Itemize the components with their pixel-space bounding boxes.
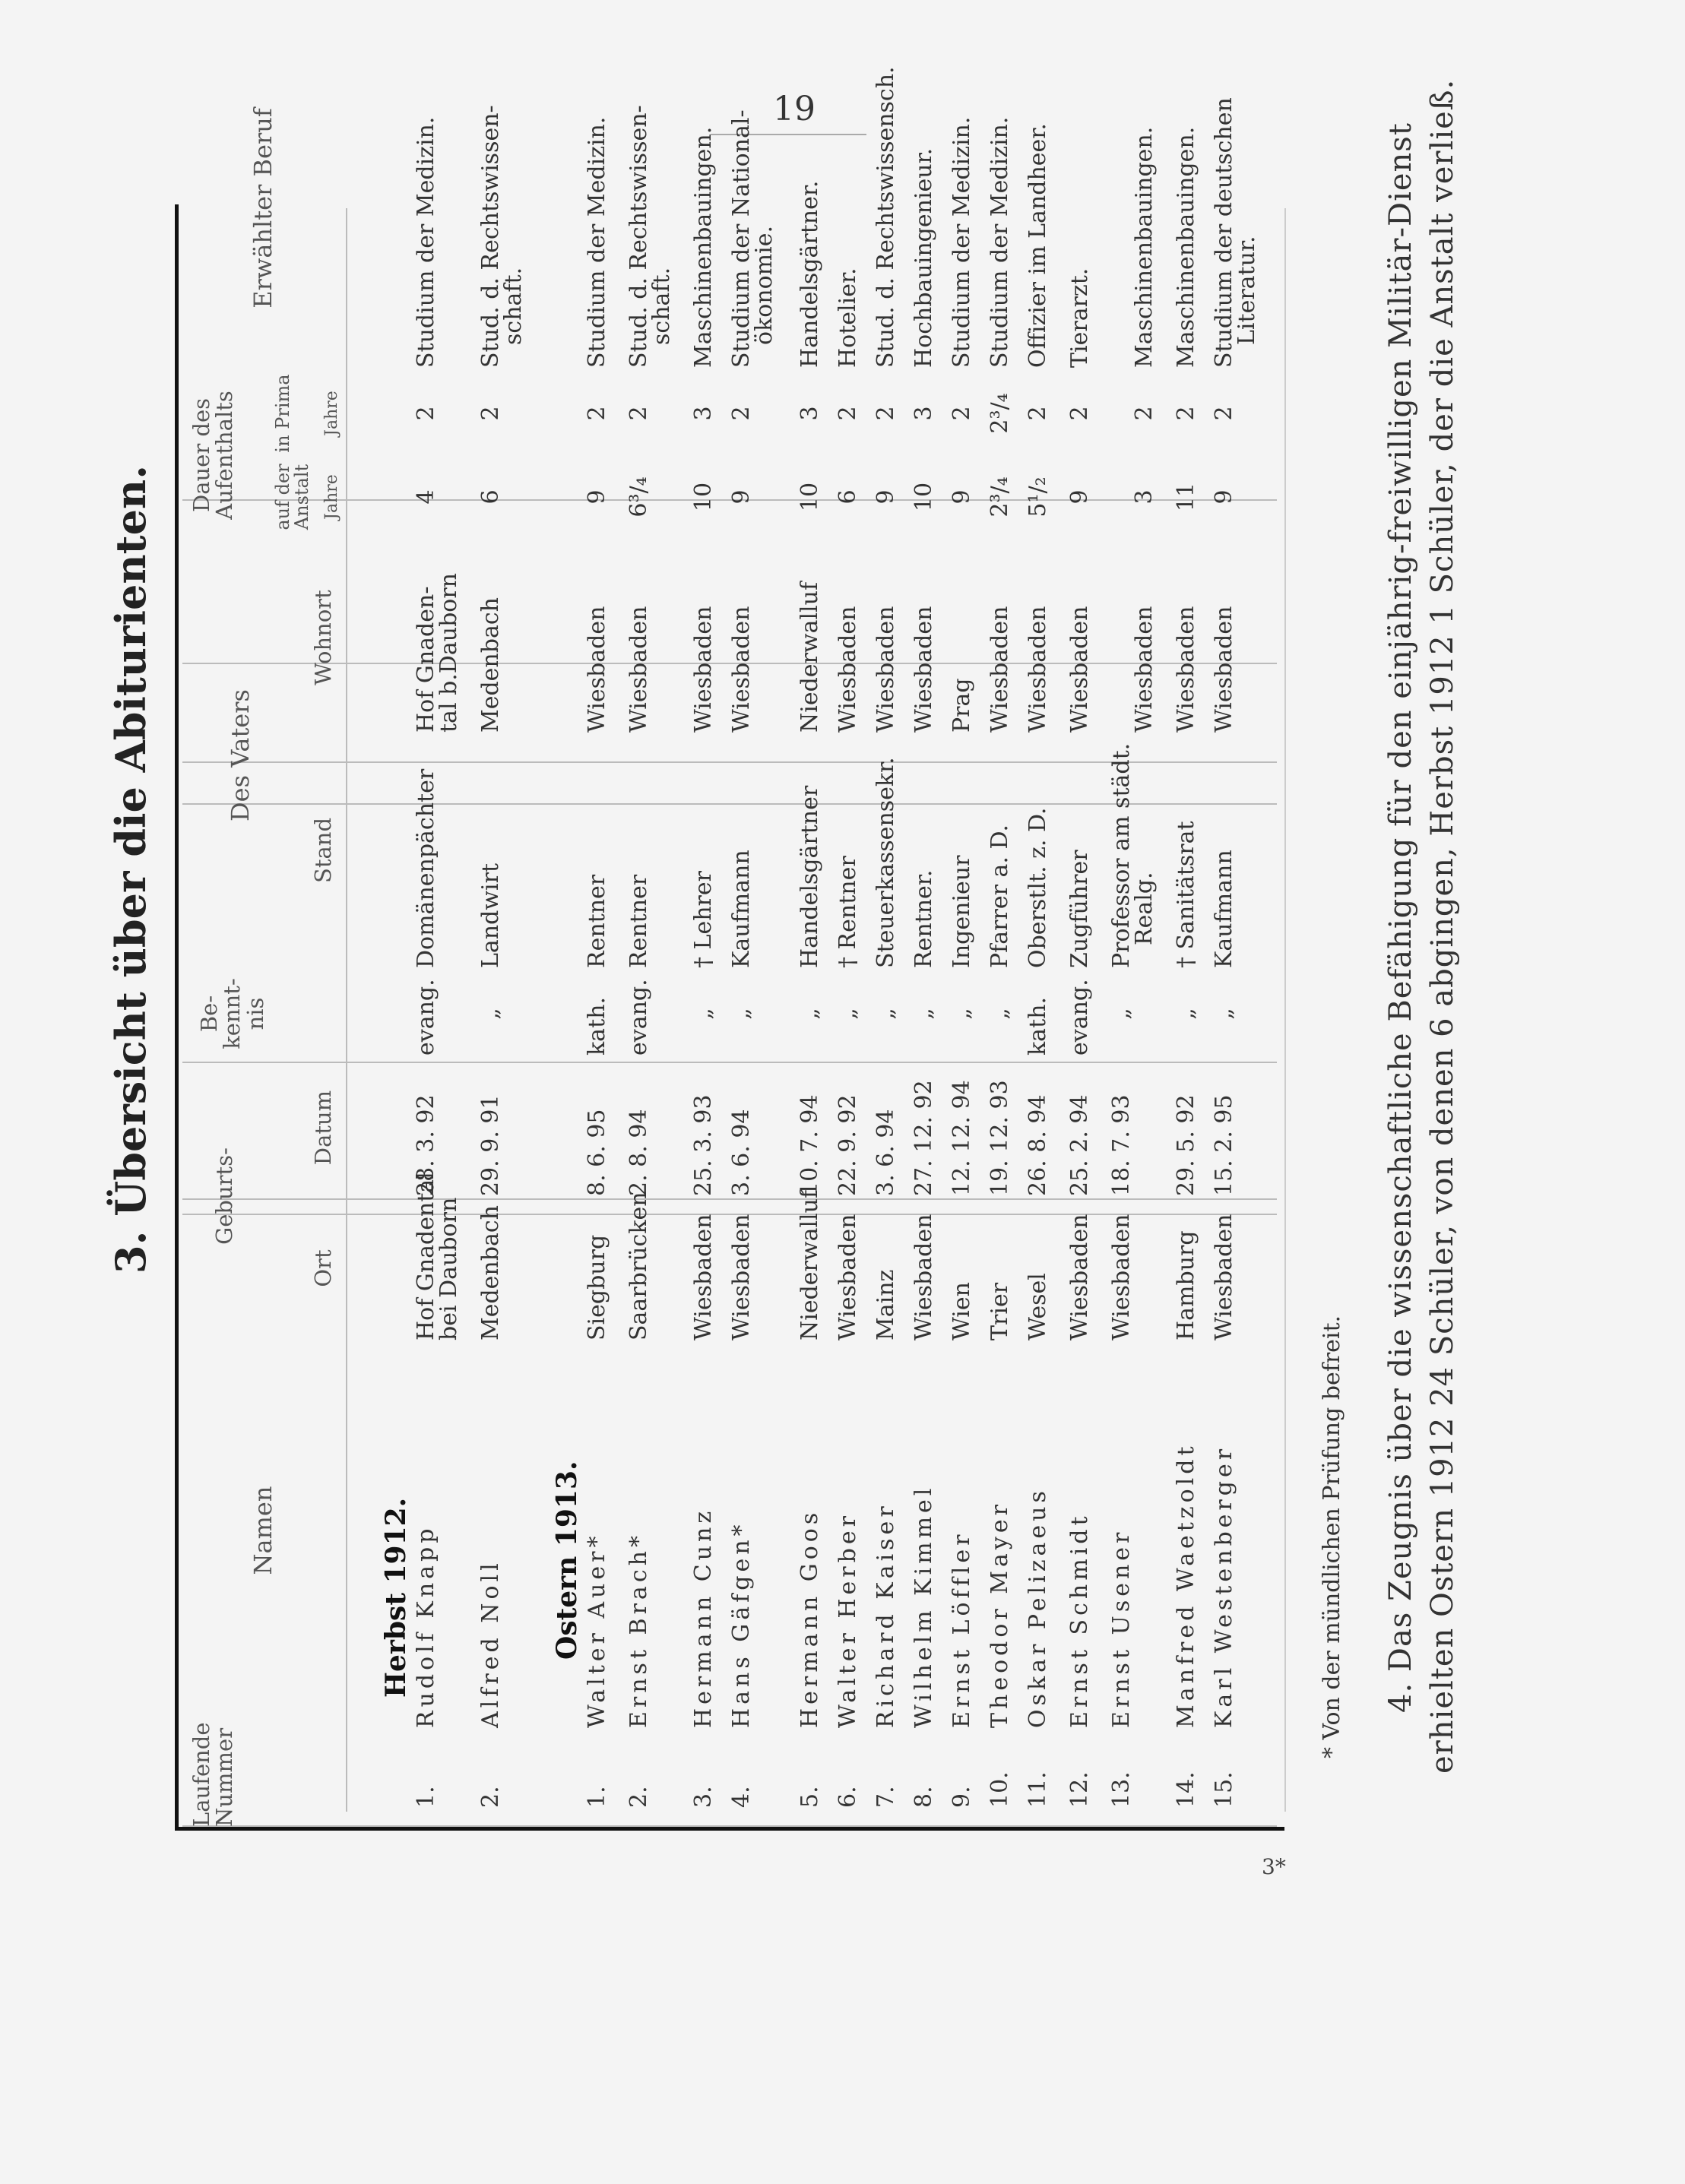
chosen-career: Hotelier. bbox=[835, 267, 861, 368]
birth-date: 26. 8. 94 bbox=[1025, 1094, 1051, 1196]
years-prima: 3 bbox=[690, 406, 717, 421]
student-name: Alfred Noll bbox=[477, 1559, 504, 1728]
years-prima: 2³/₄ bbox=[987, 393, 1013, 434]
student-name: Rudolf Knapp bbox=[413, 1524, 439, 1728]
birth-date: 12. 12. 94 bbox=[949, 1080, 975, 1196]
birth-place: Niederwalluf bbox=[797, 1189, 823, 1340]
row-number: 11. bbox=[1025, 1771, 1051, 1808]
birth-date: 15. 2. 95 bbox=[1211, 1094, 1237, 1196]
birth-date: 29. 5. 92 bbox=[1173, 1094, 1199, 1196]
hdr-bekenntnis: Be- kennt- nis bbox=[196, 978, 268, 1049]
birth-date: 25. 3. 93 bbox=[690, 1094, 717, 1196]
years-school: 6 bbox=[835, 489, 861, 505]
hdr-lfd: Laufende Nummer bbox=[188, 1722, 238, 1827]
father-residence: Wiesbaden bbox=[1066, 606, 1093, 733]
confession: evang. bbox=[626, 979, 652, 1056]
confession: „ bbox=[797, 1008, 823, 1020]
birth-place: Wiesbaden bbox=[835, 1214, 861, 1340]
student-name: Manfred Waetzoldt bbox=[1173, 1442, 1199, 1728]
father-occupation: † Sanitätsrat bbox=[1173, 821, 1199, 968]
father-residence: Hof Gnaden- bbox=[413, 586, 439, 733]
chosen-career: Maschinenbauingen. bbox=[1131, 126, 1158, 368]
years-prima: 2 bbox=[873, 406, 899, 421]
father-occupation: Zugführer bbox=[1066, 850, 1093, 968]
father-residence: Wiesbaden bbox=[873, 606, 899, 733]
row-number: 1. bbox=[584, 1786, 610, 1808]
row-number: 3. bbox=[690, 1786, 717, 1808]
father-residence: Wiesbaden bbox=[690, 606, 717, 733]
years-prima: 3 bbox=[911, 406, 937, 421]
years-prima: 2 bbox=[1211, 406, 1237, 421]
row-number: 4. bbox=[728, 1786, 755, 1808]
father-residence: Wiesbaden bbox=[1025, 606, 1051, 733]
confession: „ bbox=[1173, 1008, 1199, 1020]
birth-place: Hof Gnadental bbox=[413, 1172, 439, 1340]
hdr-jahre-1: Jahre bbox=[322, 474, 341, 520]
birth-place: Wien bbox=[949, 1282, 975, 1340]
father-residence: Wiesbaden bbox=[987, 606, 1013, 733]
row-number: 14. bbox=[1173, 1771, 1199, 1808]
row-number: 8. bbox=[911, 1786, 937, 1808]
hdr-wohnort: Wohnort bbox=[310, 590, 336, 685]
chosen-career: Maschinenbauingen. bbox=[1173, 126, 1199, 368]
header-bottom-rule bbox=[346, 208, 347, 1812]
row-number: 15. bbox=[1211, 1771, 1237, 1808]
section-label: Ostern 1913. bbox=[551, 1461, 583, 1660]
years-prima: 2 bbox=[949, 406, 975, 421]
hdr-stand: Stand bbox=[310, 817, 336, 884]
row-number: 2. bbox=[626, 1786, 652, 1808]
confession: evang. bbox=[1066, 979, 1093, 1056]
confession: „ bbox=[911, 1008, 937, 1020]
confession: evang. bbox=[413, 979, 439, 1056]
student-name: Theodor Mayer bbox=[987, 1501, 1013, 1728]
birth-place: Wesel bbox=[1025, 1273, 1051, 1340]
col-sep-2 bbox=[182, 1198, 1277, 1200]
row-number: 6. bbox=[835, 1786, 861, 1808]
chosen-career: Offizier im Landheer. bbox=[1025, 123, 1051, 368]
page-title: 3. Übersicht über die Abiturienten. bbox=[106, 465, 155, 1274]
birth-place: Hamburg bbox=[1173, 1230, 1199, 1340]
paragraph-line-1: 4. Das Zeugnis über die wissenschaftliche Befähigung für den einjährig-freiwilligen Militär-Dienst bbox=[1383, 122, 1418, 1713]
birth-date: 29. 9. 91 bbox=[477, 1094, 504, 1196]
father-occupation: Ingenieur bbox=[949, 855, 975, 968]
section-label: Herbst 1912. bbox=[380, 1497, 412, 1698]
father-occupation: Handelsgärtner bbox=[797, 785, 823, 968]
hdr-jahre-2: Jahre bbox=[322, 391, 341, 436]
father-residence: Wiesbaden bbox=[626, 606, 652, 733]
father-occupation-line2: Realg. bbox=[1131, 872, 1158, 945]
hdr-namen: Namen bbox=[249, 1486, 277, 1575]
table-bottom-rule bbox=[1284, 208, 1286, 1812]
hdr-prima: in Prima bbox=[272, 374, 293, 453]
birth-date: 10. 7. 94 bbox=[797, 1094, 823, 1196]
row-number: 13. bbox=[1108, 1771, 1135, 1808]
chosen-career-line2: schaft. bbox=[500, 267, 527, 345]
student-name: Walter Herber bbox=[835, 1512, 861, 1728]
hdr-datum: Datum bbox=[310, 1090, 336, 1166]
confession: „ bbox=[1108, 1008, 1135, 1020]
student-name: Ernst Schmidt bbox=[1066, 1512, 1093, 1728]
birth-place: Wiesbaden bbox=[690, 1214, 717, 1340]
confession: kath. bbox=[1025, 997, 1051, 1056]
birth-place: Wiesbaden bbox=[728, 1214, 755, 1340]
row-number: 7. bbox=[873, 1786, 899, 1808]
student-name: Hermann Goos bbox=[797, 1508, 823, 1728]
table-left-rule bbox=[175, 1827, 1284, 1831]
chosen-career: Studium der Medizin. bbox=[413, 116, 439, 368]
years-prima: 2 bbox=[626, 406, 652, 421]
paragraph-line-2: erhielten Ostern 1912 24 Schüler, von denen 6 abgingen, Herbst 1912 1 Schüler, der die Anstalt verließ. bbox=[1425, 78, 1460, 1774]
chosen-career: Stud. d. Rechtswissensch. bbox=[873, 66, 899, 368]
years-school: 6 bbox=[477, 489, 504, 505]
father-occupation: † Rentner bbox=[835, 856, 861, 968]
father-residence-line2: tal b.Dauborn bbox=[436, 573, 462, 733]
birth-place: Wiesbaden bbox=[911, 1214, 937, 1340]
chosen-career-line2: Literatur. bbox=[1234, 236, 1260, 345]
confession: „ bbox=[987, 1008, 1013, 1020]
hdr-anstalt: auf der Anstalt bbox=[272, 464, 313, 530]
signature-mark: 3* bbox=[1262, 1854, 1286, 1879]
years-school: 10 bbox=[911, 482, 937, 512]
birth-date: 22. 9. 92 bbox=[835, 1094, 861, 1196]
father-residence: Wiesbaden bbox=[728, 606, 755, 733]
confession: „ bbox=[728, 1008, 755, 1020]
years-prima: 3 bbox=[797, 406, 823, 421]
student-name: Walter Auer* bbox=[584, 1532, 610, 1728]
chosen-career: Maschinenbauingen. bbox=[690, 126, 717, 368]
row-number: 12. bbox=[1066, 1771, 1093, 1808]
father-residence: Prag bbox=[949, 678, 975, 733]
years-school: 9 bbox=[1066, 489, 1093, 505]
table-top-rule bbox=[175, 204, 179, 1831]
years-prima: 2 bbox=[1173, 406, 1199, 421]
student-name: Ernst Usener bbox=[1108, 1528, 1135, 1728]
birth-date: 3. 6. 94 bbox=[873, 1109, 899, 1196]
row-number: 2. bbox=[477, 1786, 504, 1808]
col-sep-0 bbox=[182, 1825, 1277, 1827]
birth-date: 19. 12. 93 bbox=[987, 1080, 1013, 1196]
page-number: 19 bbox=[773, 90, 816, 128]
years-school: 9 bbox=[584, 489, 610, 505]
father-occupation: Rentner bbox=[626, 874, 652, 968]
birth-place: Wiesbaden bbox=[1066, 1214, 1093, 1340]
chosen-career-line2: schaft. bbox=[648, 267, 675, 345]
years-school: 9 bbox=[949, 489, 975, 505]
chosen-career: Studium der National- bbox=[728, 109, 755, 368]
years-prima: 2 bbox=[584, 406, 610, 421]
confession: „ bbox=[873, 1008, 899, 1020]
row-number: 1. bbox=[413, 1786, 439, 1808]
birth-place: Trier bbox=[987, 1282, 1013, 1340]
student-name: Hermann Cunz bbox=[690, 1507, 717, 1728]
father-occupation: Oberstlt. z. D. bbox=[1025, 807, 1051, 968]
hdr-vaters: Des Vaters bbox=[226, 689, 255, 821]
years-school: 5¹/₂ bbox=[1025, 476, 1051, 518]
footnote: * Von der mündlichen Prüfung befreit. bbox=[1319, 1315, 1345, 1758]
col-sep-3 bbox=[182, 1062, 1277, 1063]
father-residence: Wiesbaden bbox=[1131, 606, 1158, 733]
birth-date: 28. 3. 92 bbox=[413, 1094, 439, 1196]
student-name: Hans Gäfgen* bbox=[728, 1521, 755, 1728]
birth-date: 8. 6. 95 bbox=[584, 1109, 610, 1196]
birth-place-line2: bei Dauborn bbox=[436, 1197, 462, 1340]
student-name: Wilhelm Kimmel bbox=[911, 1484, 937, 1728]
student-name: Karl Westenberger bbox=[1211, 1445, 1237, 1728]
confession: „ bbox=[835, 1008, 861, 1020]
father-residence: Wiesbaden bbox=[1173, 606, 1199, 733]
father-occupation: Professor am städt. bbox=[1108, 742, 1135, 968]
chosen-career-line2: ökonomie. bbox=[751, 225, 778, 345]
father-residence: Wiesbaden bbox=[1211, 606, 1237, 733]
hdr-ort: Ort bbox=[310, 1249, 336, 1287]
student-name: Richard Kaiser bbox=[873, 1502, 899, 1728]
birth-date: 27. 12. 92 bbox=[911, 1080, 937, 1196]
years-prima: 2 bbox=[835, 406, 861, 421]
birth-date: 18. 7. 93 bbox=[1108, 1094, 1135, 1196]
confession: „ bbox=[1211, 1008, 1237, 1020]
chosen-career: Hochbauingenieur. bbox=[911, 147, 937, 368]
birth-place: Wiesbaden bbox=[1108, 1214, 1135, 1340]
birth-date: 25. 2. 94 bbox=[1066, 1094, 1093, 1196]
confession: „ bbox=[949, 1008, 975, 1020]
confession: kath. bbox=[584, 997, 610, 1056]
row-number: 9. bbox=[949, 1786, 975, 1808]
years-school: 3 bbox=[1131, 489, 1158, 505]
father-occupation: Rentner. bbox=[911, 869, 937, 968]
birth-place: Siegburg bbox=[584, 1234, 610, 1340]
student-name: Ernst Löffler bbox=[949, 1530, 975, 1728]
hdr-beruf: Erwählter Beruf bbox=[249, 108, 277, 309]
years-school: 9 bbox=[728, 489, 755, 505]
confession: „ bbox=[477, 1008, 504, 1020]
years-school: 10 bbox=[690, 482, 717, 512]
chosen-career: Studium der Medizin. bbox=[949, 116, 975, 368]
hdr-geburts: Geburts- bbox=[211, 1147, 237, 1245]
years-prima: 2 bbox=[413, 406, 439, 421]
birth-date: 2. 8. 94 bbox=[626, 1109, 652, 1196]
chosen-career: Stud. d. Rechtswissen- bbox=[626, 105, 652, 368]
years-prima: 2 bbox=[1025, 406, 1051, 421]
years-school: 11 bbox=[1173, 482, 1199, 512]
years-school: 2³/₄ bbox=[987, 476, 1013, 518]
row-number: 5. bbox=[797, 1786, 823, 1808]
years-prima: 2 bbox=[477, 406, 504, 421]
years-school: 9 bbox=[873, 489, 899, 505]
row-number: 10. bbox=[987, 1771, 1013, 1808]
father-occupation: Kaufmann bbox=[728, 850, 755, 968]
birth-place: Saarbrücken bbox=[626, 1192, 652, 1340]
father-occupation: Kaufmann bbox=[1211, 850, 1237, 968]
student-name: Ernst Brach* bbox=[626, 1532, 652, 1728]
years-prima: 2 bbox=[1131, 406, 1158, 421]
father-occupation: Domänenpächter bbox=[413, 768, 439, 968]
years-school: 6³/₄ bbox=[626, 476, 652, 518]
father-occupation: Steuerkassensekr. bbox=[873, 757, 899, 968]
father-residence: Medenbach bbox=[477, 597, 504, 733]
birth-date: 3. 6. 94 bbox=[728, 1109, 755, 1196]
father-occupation: † Lehrer bbox=[690, 871, 717, 968]
birth-place: Mainz bbox=[873, 1269, 899, 1340]
father-occupation: Landwirt bbox=[477, 863, 504, 968]
years-prima: 2 bbox=[1066, 406, 1093, 421]
hdr-dauer: Dauer des Aufenthalts bbox=[188, 391, 238, 520]
father-residence: Niederwalluf bbox=[797, 581, 823, 733]
father-residence: Wiesbaden bbox=[835, 606, 861, 733]
years-prima: 2 bbox=[728, 406, 755, 421]
chosen-career: Studium der deutschen bbox=[1211, 97, 1237, 368]
father-occupation: Rentner bbox=[584, 874, 610, 968]
birth-place: Medenbach bbox=[477, 1205, 504, 1340]
chosen-career: Handelsgärtner. bbox=[797, 180, 823, 368]
student-name: Oskar Pelizaeus bbox=[1025, 1487, 1051, 1728]
years-school: 4 bbox=[413, 489, 439, 505]
chosen-career: Studium der Medizin. bbox=[987, 116, 1013, 368]
father-occupation: Pfarrer a. D. bbox=[987, 825, 1013, 968]
chosen-career: Tierarzt. bbox=[1066, 267, 1093, 368]
father-residence: Wiesbaden bbox=[584, 606, 610, 733]
birth-place: Wiesbaden bbox=[1211, 1214, 1237, 1340]
father-residence: Wiesbaden bbox=[911, 606, 937, 733]
confession: „ bbox=[690, 1008, 717, 1020]
years-school: 10 bbox=[797, 482, 823, 512]
years-school: 9 bbox=[1211, 489, 1237, 505]
chosen-career: Stud. d. Rechtswissen- bbox=[477, 105, 504, 368]
chosen-career: Studium der Medizin. bbox=[584, 116, 610, 368]
